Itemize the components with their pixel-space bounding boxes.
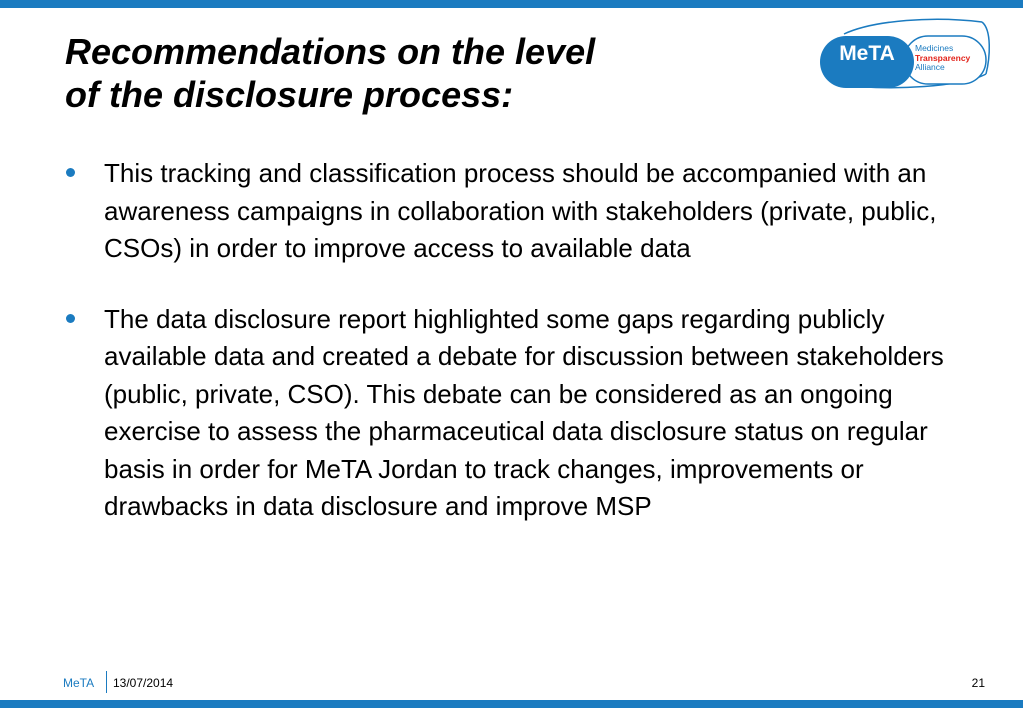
bullet-text: This tracking and classification process should be accompanied with an awareness campaigns in collaboration with stakeholders (private, public, CSOs) in order to improve access to available data bbox=[104, 158, 937, 263]
bullet-text: The data disclosure report highlighted some gaps regarding publicly available data and created a debate for discussion between stakeholders (public, private, CSO). This debate can be considered as an ongoing exercise to assess the pharmaceutical data disclosure status on regular basis in order for MeTA Jordan to track changes, improvements or drawbacks in data disclosure and improve MSP bbox=[104, 303, 944, 521]
slide-title-line-2: of the disclosure process: bbox=[65, 74, 514, 115]
slide-title bbox=[65, 30, 765, 116]
slide-number: 21 bbox=[971, 676, 985, 690]
slide-title-line-1: Recommendations on the level bbox=[65, 31, 596, 72]
footer-date: 13/07/2014 bbox=[113, 676, 174, 690]
meta-logo bbox=[814, 14, 994, 96]
footer-divider bbox=[106, 671, 107, 693]
bullet-item bbox=[66, 155, 966, 268]
bullet-list bbox=[66, 155, 966, 526]
logo-line-transparency: Transparency bbox=[915, 52, 971, 63]
logo-line-alliance: Alliance bbox=[915, 62, 945, 72]
bullet-dot-icon bbox=[66, 314, 75, 323]
meta-logo-wordmark: MeTA bbox=[839, 42, 895, 65]
bullet-dot-icon bbox=[66, 168, 75, 177]
top-accent-bar bbox=[0, 0, 1023, 8]
bullet-item bbox=[66, 301, 966, 526]
logo-line-medicines: Medicines bbox=[915, 43, 954, 53]
bottom-accent-bar bbox=[0, 700, 1023, 708]
meta-logo-fullname bbox=[915, 44, 970, 73]
footer-brand: MeTA bbox=[63, 676, 95, 690]
